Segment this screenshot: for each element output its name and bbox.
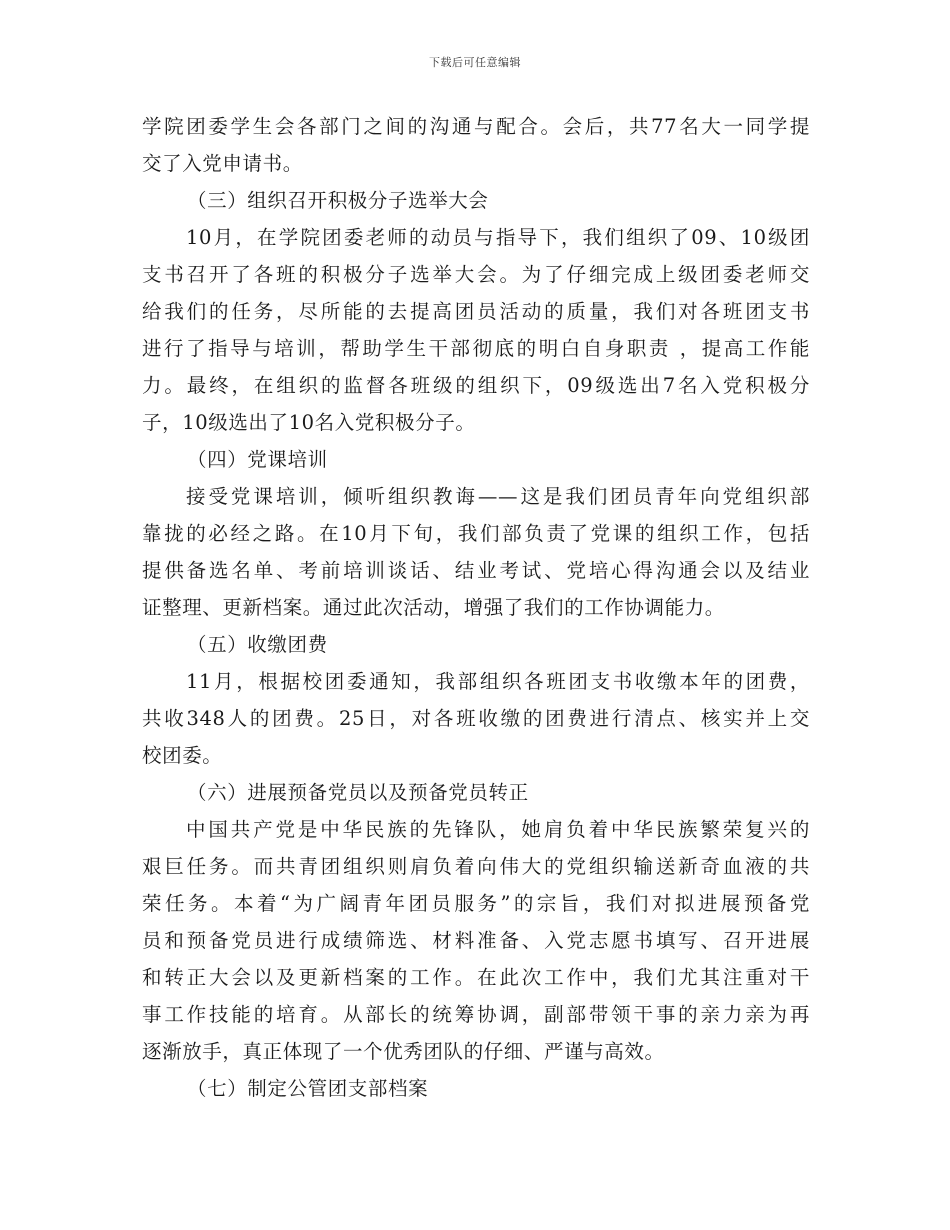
section-heading: （三）组织召开积极分子选举大会 [187,189,489,212]
text-line: 力。最终，在组织的监督各班级的组织下，09级选出7名入党积极分 [142,374,810,397]
text-line: 子，10级选出了10名入党积极分子。 [142,411,476,434]
text-line: 靠拢的必经之路。在10月下旬，我们部负责了党课的组织工作，包括 [142,522,810,545]
text-line: 艰巨任务。而共青团组织则肩负着向伟大的党组织输送新奇血液的共 [142,855,810,878]
text-line: 给我们的任务，尽所能的去提高团员活动的质量，我们对各班团支书 [142,300,810,323]
text-line: 共收348人的团费。25日，对各班收缴的团费进行清点、核实并上交 [142,707,810,730]
text-line: 和转正大会以及更新档案的工作。在此次工作中，我们尤其注重对干 [142,966,810,989]
text-line: 支书召开了各班的积极分子选举大会。为了仔细完成上级团委老师交 [142,263,810,286]
text-line: 事工作技能的培育。从部长的统筹协调，副部带领干事的亲力亲为再 [142,1003,810,1026]
section-heading: （四）党课培训 [187,448,328,471]
text-line: 证整理、更新档案。通过此次活动，增强了我们的工作协调能力。 [142,596,725,619]
text-line: 逐渐放手，真正体现了一个优秀团队的仔细、严谨与高效。 [142,1040,665,1063]
text-line: 荣任务。本着“为广阔青年团员服务”的宗旨，我们对拟进展预备党 [142,892,810,915]
text-line: 校团委。 [142,744,223,767]
section-heading: （五）收缴团费 [187,633,328,656]
text-line: 交了入党申请书。 [142,152,303,175]
text-line: 11月，根据校团委通知，我部组织各班团支书收缴本年的团费， [186,670,810,693]
text-line: 进行了指导与培训，帮助学生干部彻底的明白自身职责 ，提高工作能 [142,337,810,360]
text-line: 提供备选名单、考前培训谈话、结业考试、党培心得沟通会以及结业 [142,559,810,582]
document-body [142,108,810,1107]
text-line: 学院团委学生会各部门之间的沟通与配合。会后，共77名大一同学提 [142,115,810,138]
section-heading: （六）进展预备党员以及预备党员转正 [187,781,529,804]
text-line: 接受党课培训，倾听组织教诲——这是我们团员青年向党组织部 [186,485,810,508]
page-header: 下载后可任意编辑 [429,56,521,69]
section-heading: （七）制定公管团支部档案 [187,1077,429,1100]
text-line: 中国共产党是中华民族的先锋队，她肩负着中华民族繁荣复兴的 [186,818,810,841]
text-line: 10月，在学院团委老师的动员与指导下，我们组织了09、10级团 [186,226,810,249]
text-line: 员和预备党员进行成绩筛选、材料准备、入党志愿书填写、召开进展 [142,929,810,952]
